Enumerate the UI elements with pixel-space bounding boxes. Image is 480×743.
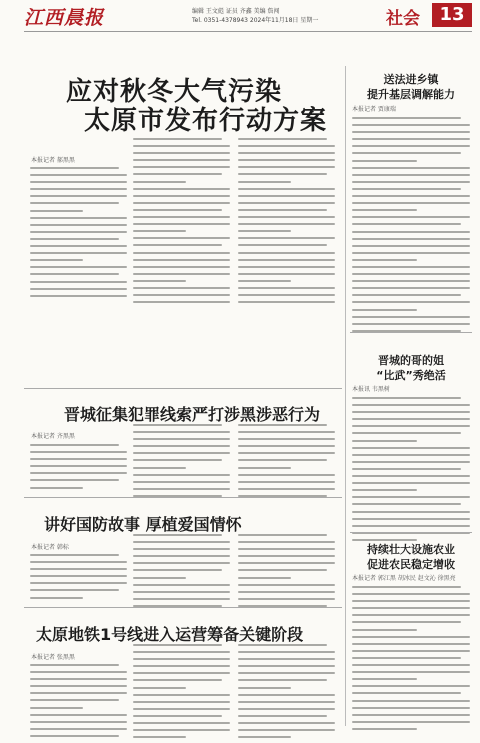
text-line bbox=[352, 209, 417, 211]
text-line bbox=[133, 438, 230, 440]
text-line bbox=[352, 454, 470, 456]
text-line bbox=[30, 238, 119, 240]
text-line bbox=[352, 323, 470, 325]
text-line bbox=[352, 482, 470, 484]
text-line bbox=[133, 287, 230, 289]
text-line bbox=[133, 679, 222, 681]
text-line bbox=[133, 459, 222, 461]
text-line bbox=[133, 273, 230, 275]
text-line bbox=[30, 664, 119, 666]
text-line bbox=[30, 188, 127, 190]
text-line bbox=[133, 252, 230, 254]
text-line bbox=[238, 209, 327, 211]
text-line bbox=[133, 555, 230, 557]
text-line bbox=[133, 159, 230, 161]
text-line bbox=[352, 636, 470, 638]
text-line bbox=[30, 259, 83, 261]
text-line bbox=[238, 665, 335, 667]
metro-byline: 本报记者 张黑黑 bbox=[31, 654, 75, 661]
metro-body-col2 bbox=[133, 644, 230, 743]
text-line bbox=[133, 173, 222, 175]
text-line bbox=[352, 468, 461, 470]
text-line bbox=[30, 678, 127, 680]
text-line bbox=[238, 259, 335, 261]
text-line bbox=[133, 431, 230, 433]
text-line bbox=[238, 181, 291, 183]
text-line bbox=[30, 195, 127, 197]
text-line bbox=[30, 575, 127, 577]
text-line bbox=[352, 231, 470, 233]
text-line bbox=[238, 651, 335, 653]
text-line bbox=[352, 216, 470, 218]
text-line bbox=[133, 722, 230, 724]
text-line bbox=[352, 223, 461, 225]
crime-body-col2 bbox=[133, 424, 230, 502]
text-line bbox=[133, 658, 230, 660]
text-line bbox=[133, 548, 230, 550]
text-line bbox=[238, 541, 335, 543]
text-line bbox=[352, 518, 470, 520]
text-line bbox=[238, 173, 327, 175]
text-line bbox=[352, 593, 470, 595]
text-line bbox=[238, 273, 335, 275]
text-line bbox=[30, 174, 127, 176]
text-line bbox=[133, 644, 222, 646]
text-line bbox=[238, 294, 335, 296]
text-line bbox=[352, 714, 470, 716]
defense-headline: 讲好国防故事 厚植爱国情怀 bbox=[44, 515, 242, 534]
text-line bbox=[30, 554, 119, 556]
text-line bbox=[238, 280, 291, 282]
text-line bbox=[30, 561, 127, 563]
text-line bbox=[133, 138, 222, 140]
text-line bbox=[238, 230, 291, 232]
text-line bbox=[352, 411, 470, 413]
text-line bbox=[30, 582, 127, 584]
text-line bbox=[352, 167, 470, 169]
text-line bbox=[238, 237, 335, 239]
text-line bbox=[133, 244, 222, 246]
text-line bbox=[238, 195, 335, 197]
crime-byline: 本报记者 齐黑黑 bbox=[31, 433, 75, 440]
text-line bbox=[238, 534, 327, 536]
sidebar2-body bbox=[352, 397, 470, 546]
text-line bbox=[352, 629, 417, 631]
section-name: 社会 bbox=[386, 9, 420, 29]
text-line bbox=[133, 481, 230, 483]
text-line bbox=[133, 598, 230, 600]
divider bbox=[350, 532, 472, 533]
text-line bbox=[238, 708, 335, 710]
text-line bbox=[352, 586, 461, 588]
main-body-col2 bbox=[133, 138, 230, 308]
divider bbox=[24, 497, 342, 498]
text-line bbox=[30, 451, 127, 453]
text-line bbox=[352, 245, 470, 247]
text-line bbox=[30, 217, 127, 219]
text-line bbox=[133, 729, 230, 731]
text-line bbox=[133, 195, 230, 197]
text-line bbox=[30, 568, 127, 570]
text-line bbox=[352, 195, 470, 197]
text-line bbox=[133, 223, 230, 225]
text-line bbox=[352, 728, 417, 730]
sidebar2-title-line1: 晋城的哥的姐 bbox=[378, 354, 444, 367]
text-line bbox=[238, 459, 327, 461]
text-line bbox=[133, 188, 230, 190]
text-line bbox=[352, 700, 470, 702]
text-line bbox=[352, 600, 470, 602]
text-line bbox=[352, 309, 417, 311]
text-line bbox=[352, 643, 470, 645]
text-line bbox=[133, 708, 230, 710]
text-line bbox=[238, 424, 327, 426]
text-line bbox=[133, 569, 222, 571]
text-line bbox=[238, 715, 327, 717]
sidebar3-byline: 本报记者 郭江黑 胡冰民 赵文沁 徐黑亮 bbox=[352, 575, 456, 582]
text-line bbox=[238, 736, 291, 738]
main-byline: 本报记者 郝黑黑 bbox=[31, 157, 75, 164]
text-line bbox=[30, 281, 127, 283]
text-line bbox=[352, 287, 470, 289]
text-line bbox=[352, 280, 470, 282]
text-line bbox=[352, 707, 470, 709]
main-headline-line1: 应对秋冬大气污染 bbox=[66, 77, 283, 107]
text-line bbox=[133, 445, 230, 447]
text-line bbox=[352, 503, 461, 505]
text-line bbox=[133, 701, 230, 703]
text-line bbox=[133, 181, 186, 183]
text-line bbox=[30, 444, 119, 446]
text-line bbox=[352, 685, 470, 687]
column-divider bbox=[345, 66, 346, 726]
text-line bbox=[352, 174, 470, 176]
text-line bbox=[238, 188, 335, 190]
metro-body-col3 bbox=[238, 644, 335, 743]
text-line bbox=[30, 692, 127, 694]
text-line bbox=[133, 152, 230, 154]
text-line bbox=[238, 216, 335, 218]
text-line bbox=[133, 452, 230, 454]
sidebar1-title-line1: 送法进乡镇 bbox=[383, 73, 439, 86]
text-line bbox=[238, 701, 335, 703]
text-line bbox=[30, 252, 127, 254]
text-line bbox=[238, 481, 335, 483]
text-line bbox=[238, 591, 335, 593]
text-line bbox=[352, 489, 417, 491]
editor-credits: 编辑 王文彪 证员 齐鑫 美编 詹闯 bbox=[192, 8, 280, 15]
text-line bbox=[133, 216, 230, 218]
crime-headline: 晋城征集犯罪线索严打涉黑涉恶行为 bbox=[64, 405, 321, 424]
text-line bbox=[30, 671, 127, 673]
sidebar3-title-line1: 持续壮大设施农业 bbox=[367, 543, 455, 556]
text-line bbox=[133, 715, 222, 717]
main-body-col1 bbox=[30, 167, 127, 302]
text-line bbox=[238, 467, 291, 469]
text-line bbox=[133, 467, 186, 469]
defense-body-col2 bbox=[133, 534, 230, 612]
text-line bbox=[30, 266, 127, 268]
text-line bbox=[30, 202, 119, 204]
text-line bbox=[133, 237, 230, 239]
text-line bbox=[352, 418, 470, 420]
text-line bbox=[352, 259, 417, 261]
sidebar1-title-line2: 提升基层调解能力 bbox=[367, 88, 455, 101]
text-line bbox=[238, 584, 335, 586]
text-line bbox=[238, 548, 335, 550]
defense-body-col3 bbox=[238, 534, 335, 612]
text-line bbox=[238, 555, 335, 557]
text-line bbox=[352, 671, 470, 673]
text-line bbox=[352, 432, 461, 434]
divider bbox=[350, 332, 472, 333]
text-line bbox=[30, 479, 119, 481]
sidebar3-title-line2: 促进农民稳定增收 bbox=[367, 558, 455, 571]
defense-body-col1 bbox=[30, 554, 127, 604]
text-line bbox=[30, 465, 127, 467]
text-line bbox=[30, 735, 119, 737]
text-line bbox=[238, 644, 327, 646]
text-line bbox=[133, 424, 222, 426]
text-line bbox=[30, 210, 83, 212]
text-line bbox=[238, 145, 335, 147]
text-line bbox=[352, 475, 470, 477]
text-line bbox=[30, 224, 127, 226]
sidebar2-byline: 本报讯 韦黑树 bbox=[352, 386, 390, 393]
text-line bbox=[352, 721, 470, 723]
text-line bbox=[133, 474, 230, 476]
text-line bbox=[352, 138, 470, 140]
text-line bbox=[352, 425, 470, 427]
page-number: 13 bbox=[432, 3, 472, 27]
text-line bbox=[133, 534, 222, 536]
text-line bbox=[133, 672, 230, 674]
divider bbox=[24, 388, 342, 389]
text-line bbox=[238, 202, 335, 204]
text-line bbox=[238, 287, 335, 289]
newspaper-logo: 江西晨报 bbox=[24, 7, 105, 29]
text-line bbox=[30, 181, 127, 183]
crime-body-col3 bbox=[238, 424, 335, 502]
text-line bbox=[238, 687, 291, 689]
text-line bbox=[133, 488, 230, 490]
text-line bbox=[238, 138, 327, 140]
text-line bbox=[30, 699, 119, 701]
text-line bbox=[352, 650, 470, 652]
sidebar1-body bbox=[352, 117, 470, 337]
text-line bbox=[238, 562, 335, 564]
text-line bbox=[352, 664, 470, 666]
text-line bbox=[133, 280, 186, 282]
text-line bbox=[30, 597, 83, 599]
metro-body-col1 bbox=[30, 664, 127, 742]
text-line bbox=[30, 295, 127, 297]
text-line bbox=[30, 273, 119, 275]
issue-date: Tel. 0351-4378943 2024年11月18日 星期一 bbox=[192, 17, 319, 24]
text-line bbox=[30, 245, 127, 247]
text-line bbox=[352, 447, 470, 449]
text-line bbox=[352, 131, 470, 133]
main-body-col3 bbox=[238, 138, 335, 308]
text-line bbox=[352, 117, 461, 119]
text-line bbox=[238, 244, 327, 246]
text-line bbox=[352, 657, 461, 659]
text-line bbox=[238, 152, 335, 154]
text-line bbox=[133, 651, 230, 653]
sidebar1-byline: 本报记者 贾康瑞 bbox=[352, 106, 396, 113]
text-line bbox=[238, 679, 327, 681]
text-line bbox=[238, 474, 335, 476]
text-line bbox=[133, 145, 230, 147]
text-line bbox=[133, 577, 186, 579]
text-line bbox=[238, 658, 335, 660]
text-line bbox=[30, 589, 119, 591]
text-line bbox=[352, 238, 470, 240]
text-line bbox=[352, 607, 470, 609]
text-line bbox=[238, 672, 335, 674]
text-line bbox=[352, 160, 417, 162]
text-line bbox=[238, 445, 335, 447]
text-line bbox=[352, 124, 470, 126]
text-line bbox=[133, 687, 186, 689]
text-line bbox=[238, 598, 335, 600]
text-line bbox=[30, 685, 127, 687]
text-line bbox=[238, 159, 335, 161]
text-line bbox=[352, 678, 417, 680]
text-line bbox=[352, 181, 470, 183]
text-line bbox=[133, 694, 230, 696]
text-line bbox=[133, 301, 230, 303]
text-line bbox=[352, 273, 470, 275]
text-line bbox=[133, 665, 230, 667]
text-line bbox=[133, 591, 230, 593]
text-line bbox=[30, 707, 83, 709]
text-line bbox=[133, 541, 230, 543]
text-line bbox=[133, 166, 230, 168]
text-line bbox=[133, 230, 186, 232]
text-line bbox=[238, 694, 335, 696]
text-line bbox=[30, 167, 119, 169]
sidebar2-title-line2: “比武”秀绝活 bbox=[376, 369, 446, 382]
sidebar3-body bbox=[352, 586, 470, 735]
text-line bbox=[133, 259, 230, 261]
text-line bbox=[238, 223, 335, 225]
text-line bbox=[352, 614, 470, 616]
text-line bbox=[352, 621, 461, 623]
masthead bbox=[0, 0, 480, 34]
text-line bbox=[352, 397, 461, 399]
text-line bbox=[352, 188, 461, 190]
text-line bbox=[30, 487, 83, 489]
text-line bbox=[238, 577, 291, 579]
text-line bbox=[352, 316, 470, 318]
text-line bbox=[352, 294, 461, 296]
crime-body-col1 bbox=[30, 444, 127, 494]
text-line bbox=[352, 152, 461, 154]
text-line bbox=[238, 166, 335, 168]
text-line bbox=[133, 209, 222, 211]
text-line bbox=[238, 431, 335, 433]
text-line bbox=[133, 562, 230, 564]
text-line bbox=[30, 472, 127, 474]
text-line bbox=[133, 736, 186, 738]
text-line bbox=[238, 266, 335, 268]
text-line bbox=[352, 404, 470, 406]
text-line bbox=[133, 266, 230, 268]
text-line bbox=[30, 458, 127, 460]
text-line bbox=[30, 288, 127, 290]
text-line bbox=[238, 488, 335, 490]
top-rule bbox=[24, 31, 472, 32]
main-headline-line2: 太原市发布行动方案 bbox=[84, 106, 328, 136]
text-line bbox=[352, 145, 470, 147]
text-line bbox=[133, 294, 230, 296]
text-line bbox=[352, 301, 470, 303]
text-line bbox=[30, 728, 127, 730]
text-line bbox=[30, 231, 127, 233]
text-line bbox=[352, 461, 470, 463]
text-line bbox=[30, 714, 127, 716]
text-line bbox=[352, 525, 470, 527]
text-line bbox=[30, 721, 127, 723]
defense-byline: 本报记者 韩标 bbox=[31, 544, 69, 551]
text-line bbox=[352, 202, 470, 204]
text-line bbox=[238, 569, 327, 571]
divider bbox=[24, 607, 342, 608]
text-line bbox=[133, 202, 230, 204]
text-line bbox=[133, 584, 230, 586]
text-line bbox=[238, 438, 335, 440]
metro-headline: 太原地铁1号线进入运营筹备关键阶段 bbox=[36, 625, 304, 644]
text-line bbox=[352, 266, 470, 268]
text-line bbox=[238, 729, 335, 731]
text-line bbox=[352, 496, 470, 498]
text-line bbox=[238, 722, 335, 724]
text-line bbox=[238, 452, 335, 454]
text-line bbox=[352, 440, 417, 442]
text-line bbox=[352, 252, 470, 254]
text-line bbox=[352, 692, 461, 694]
text-line bbox=[352, 511, 470, 513]
text-line bbox=[238, 301, 335, 303]
text-line bbox=[238, 252, 335, 254]
